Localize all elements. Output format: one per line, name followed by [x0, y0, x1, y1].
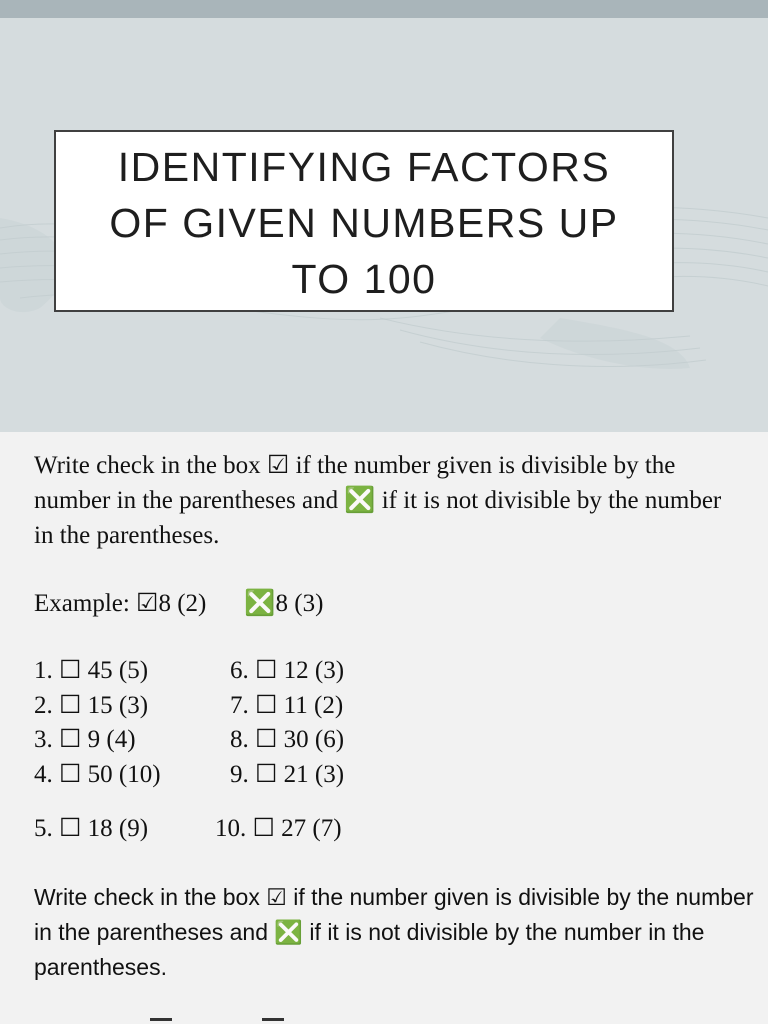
example-item-1: 8 (2) — [158, 590, 207, 617]
exercise-item: 5. ☐ 18 (9) — [34, 815, 149, 842]
exercise-checkbox[interactable]: 8. ☐ — [230, 726, 284, 753]
top-accent-bar — [0, 0, 768, 18]
exercise-item: 4. ☐ 50 (10) — [34, 760, 161, 788]
exercise-checkbox[interactable]: 7. ☐ — [230, 691, 284, 719]
exercise-checkbox[interactable]: 1. ☐ — [34, 657, 88, 684]
example-mark-2: ❎ — [244, 590, 276, 617]
exercise-checkbox[interactable]: 10. ☐ — [215, 815, 282, 842]
exercise-item: 1. ☐ 45 (5) — [34, 657, 149, 684]
exercise-item: 9. ☐ 21 (3) — [230, 760, 345, 788]
exercise-checkbox[interactable]: 2. ☐ — [34, 691, 88, 719]
example-line — [34, 586, 323, 621]
cut-off-row — [0, 1018, 768, 1024]
exercise-checkbox[interactable]: 3. ☐ — [34, 726, 88, 753]
instruction-text: Write check in the box ☑ if the number given is divisible by the number in the parentheses and ❎ if it is not divisible by the number in the parentheses. — [34, 452, 722, 549]
example-item-2: 8 (3) — [275, 590, 324, 617]
page-title: IDENTIFYING FACTORS OF GIVEN NUMBERS UP TO 100 — [109, 144, 619, 302]
exercise-column-right — [230, 654, 344, 792]
example-label: Example: ☑ — [34, 590, 159, 617]
title-box — [54, 130, 674, 312]
exercise-checkbox[interactable]: 9. ☐ — [230, 760, 284, 788]
exercise-checkbox[interactable]: 4. ☐ — [34, 760, 88, 788]
exercise-item: 7. ☐ 11 (2) — [230, 691, 344, 719]
exercise-item: 3. ☐ 9 (4) — [34, 726, 136, 753]
exercise-checkbox[interactable]: 5. ☐ — [34, 815, 88, 842]
exercise-item: 2. ☐ 15 (3) — [34, 691, 149, 719]
instruction-text-repeat: Write check in the box ☑ if the number given is divisible by the number in the parentheses and ❎ if it is not divisible by the number in the parentheses. — [34, 884, 754, 980]
exercise-item: 8. ☐ 30 (6) — [230, 726, 345, 753]
exercise-checkbox[interactable]: 6. ☐ — [230, 657, 284, 684]
exercise-item: 10. ☐ 27 (7) — [215, 815, 342, 842]
exercise-item: 6. ☐ 12 (3) — [230, 657, 345, 684]
exercise-column-left — [34, 654, 161, 792]
